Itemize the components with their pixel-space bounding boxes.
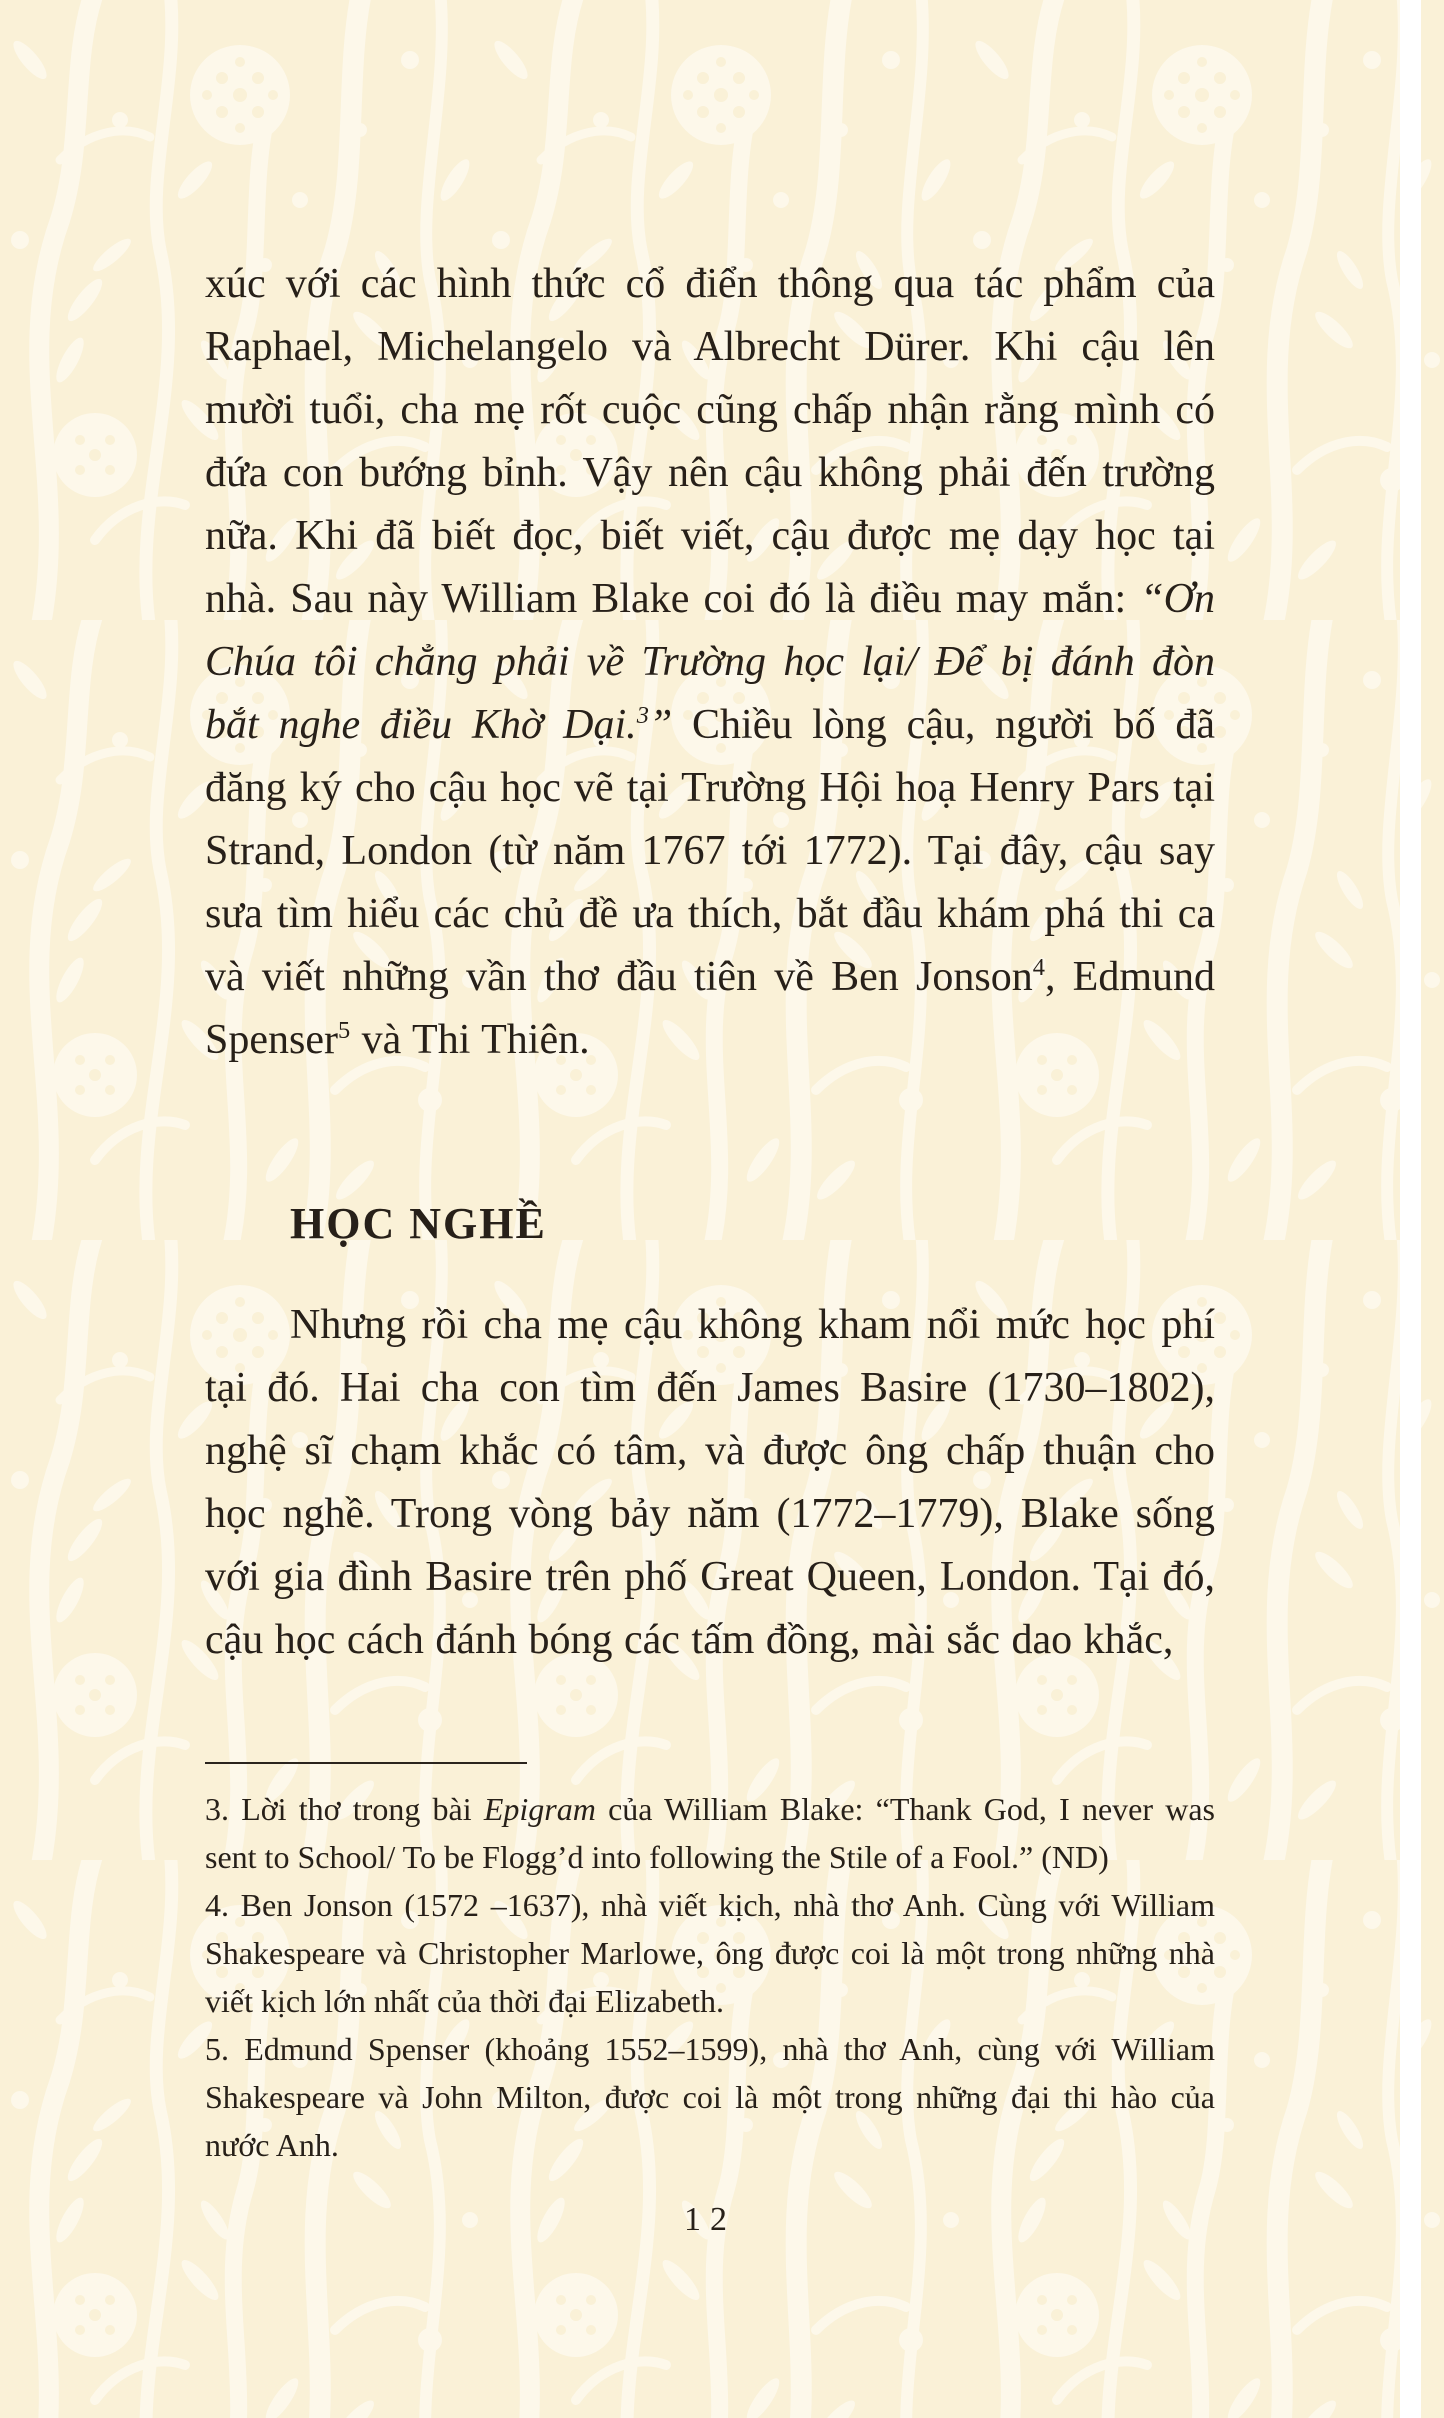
section-heading: HỌC NGHỀ <box>290 1199 547 1248</box>
text-segment: Epigram <box>483 1791 596 1827</box>
text-segment: “Ơn Chúa tôi chẳng phải về Trường học lại/ Để bị đánh đòn bắt nghe điều Khờ Dại. <box>205 576 1215 748</box>
footnote-separator-rule <box>205 1762 527 1764</box>
text-segment: 3. Lời thơ trong bài <box>205 1791 484 1827</box>
text-segment: của William Blake: “Thank God, I never was sent to School/ To be Flogg’d into following the Stile of a Fool.” (ND) <box>205 1791 1216 1875</box>
text-segment: Nhưng rồi cha mẹ cậu không kham nổi mức học phí tại đó. Hai cha con tìm đến James Basire (1730–1802), nghệ sĩ chạm khắc có tâm, và được ông chấp thuận cho học nghề. Trong vòng bảy năm (1772–1779), Blake sống với gia đình Basire trên phố Great Queen, London. Tại đó, cậu học cách đánh bóng các tấm đồng, mài sắc dao khắc, <box>205 1302 1215 1663</box>
body-paragraph-1 <box>205 253 1215 1072</box>
text-segment: 5. Edmund Spenser (khoảng 1552–1599), nhà thơ Anh, cùng với William Shakespeare và John Milton, được coi là một trong những đại thi hào của nước Anh. <box>205 2031 1215 2163</box>
footnotes-block <box>205 1785 1215 2169</box>
footnote-reference-superscript: 3 <box>636 702 649 729</box>
text-segment: 4. Ben Jonson (1572 –1637), nhà viết kịch, nhà thơ Anh. Cùng với William Shakespeare và Christopher Marlowe, ông được coi là một trong những nhà viết kịch lớn nhất của thời đại Elizabeth. <box>205 1887 1215 2019</box>
page-number: 12 <box>684 2201 736 2238</box>
footnote-5 <box>205 2025 1215 2169</box>
text-segment: xúc với các hình thức cổ điển thông qua tác phẩm của Raphael, Michelangelo và Albrecht Dürer. Khi cậu lên mười tuổi, cha mẹ rốt cuộc cũng chấp nhận rằng mình có đứa con bướng bỉnh. Vậy nên cậu không phải đến trường nữa. Khi đã biết đọc, biết viết, cậu được mẹ dạy học tại nhà. Sau này William Blake coi đó là điều may mắn: <box>205 261 1215 622</box>
footnote-reference-superscript: 5 <box>337 1017 351 1044</box>
text-segment: và Thi Thiên. <box>350 1017 590 1063</box>
footnote-reference-superscript: 4 <box>1032 954 1045 981</box>
page-edge-gap <box>1400 0 1421 2418</box>
text-segment: , Edmund Spenser <box>205 954 1216 1063</box>
text-segment: Chiều lòng cậu, người bố đã đăng ký cho cậu học vẽ tại Trường Hội hoạ Henry Pars tại Strand, London (từ năm 1767 tới 1772). Tại đây, cậu say sưa tìm hiểu các chủ đề ưa thích, bắt đầu khám phá thi ca và viết những vần thơ đầu tiên về Ben Jonson <box>205 702 1215 1000</box>
footnote-4 <box>205 1881 1215 2025</box>
body-paragraph-2 <box>205 1294 1215 1672</box>
footnote-3 <box>205 1785 1215 1881</box>
text-segment: ” <box>648 702 673 748</box>
